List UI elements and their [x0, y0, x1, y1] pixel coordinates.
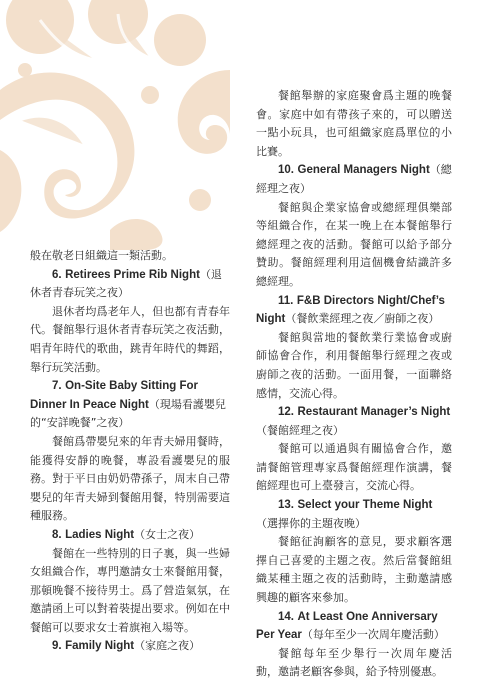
section-heading-7	[30, 377, 230, 433]
section-number-14: 14.	[278, 610, 294, 623]
section-number-13: 13.	[278, 499, 294, 512]
section-heading-9	[30, 637, 230, 656]
section-body-13: 餐館征詢顧客的意見，要求顧客選擇自己喜愛的主題之夜。然后當餐館組織某種主題之夜的活動時，主動邀請感興趣的顧客來參加。	[256, 535, 452, 605]
section-title-zh-8: （女士之夜）	[134, 527, 201, 541]
section-title-zh-11: （餐飲業經理之夜／廚師之夜）	[285, 312, 440, 326]
section-title-en-8: Ladies Night	[65, 528, 135, 541]
section-title-zh-9: （家庭之夜）	[134, 639, 201, 653]
section-title-en-12: Restaurant Manager’s Night	[297, 406, 451, 419]
section-heading-6	[30, 266, 230, 303]
right-continuation-text: 餐館舉辦的家庭聚會爲主題的晚餐會。家庭中如有帶孩子來的，可以贈送一點小玩具，也可組織家庭爲單位的小比賽。	[256, 89, 452, 158]
left-column	[30, 247, 230, 656]
section-body-8: 餐館在一些特別的日子裏，與一些婦女組織合作，專門邀請女士來餐館用餐，那頓晚餐不接待男士。爲了營造氣氛，在邀請函上可以對着裝提出要求。例如在中餐館可以要求女士着旗袍入場等。	[30, 546, 230, 634]
floral-ornament	[0, 0, 230, 250]
section-title-zh-7: （現場看護嬰兒的“安詳晚餐”之夜）	[30, 397, 226, 430]
section-title-zh-10: （總經理之夜）	[256, 163, 452, 195]
section-body-12: 餐館可以通過與有關協會合作，邀請餐館管理專家爲餐館經理作演講，餐館經理也可上臺發言，交流心得。	[256, 442, 452, 493]
section-heading-8	[30, 526, 230, 545]
section-heading-14	[256, 608, 452, 645]
section-title-zh-12: （餐館經理之夜）	[256, 423, 344, 437]
section-heading-11	[256, 292, 452, 329]
right-column	[256, 87, 452, 682]
section-title-en-14: At Least One Anniversary Per Year	[256, 610, 438, 642]
section-title-zh-13: （選擇你的主題夜晚）	[256, 516, 366, 530]
section-number-12: 12.	[278, 406, 294, 419]
section-title-en-9: Family Night	[65, 640, 135, 653]
left-continuation-text: 般在敬老日組織這一類活動。	[30, 249, 173, 262]
section-heading-13	[256, 496, 452, 533]
section-title-en-13: Select your Theme Night	[297, 499, 433, 512]
section-number-8: 8.	[52, 528, 62, 541]
section-number-11: 11.	[278, 294, 294, 307]
section-heading-10	[256, 161, 452, 198]
section-title-zh-14: （每年至少一次周年慶活動）	[301, 628, 445, 642]
section-number-10: 10.	[278, 164, 294, 177]
section-title-en-11: F&B Directors Night/Chef’s Night	[256, 294, 445, 326]
section-body-14: 餐館每年至少舉行一次周年慶活動，邀請老顧客參與，給予特別優惠。	[256, 646, 452, 679]
section-title-en-10: General Managers Night	[297, 164, 430, 177]
section-body-6: 退休者均爲老年人，但也都有青春年代。餐館舉行退休者青春玩笑之夜活動，唱青年時代的歌曲，跳青年時代的舞蹈，舉行玩笑活動。	[30, 304, 230, 374]
section-title-zh-6: （退休者青春玩笑之夜）	[30, 267, 222, 300]
section-number-9: 9.	[52, 640, 62, 653]
section-title-en-7: On-Site Baby Sitting For Dinner In Peace Night	[30, 380, 198, 411]
section-body-11: 餐館與當地的餐飲業行業協會或廚師協會合作，利用餐館舉行經理之夜或廚師之夜的活動。一面用餐，一面聯絡感情，交流心得。	[256, 330, 452, 400]
section-number-7: 7.	[52, 380, 62, 393]
section-title-en-6: Retirees Prime Rib Night	[65, 268, 200, 281]
section-body-10: 餐館與企業家協會或總經理俱樂部等組織合作，在某一晚上在本餐館舉行總經理之夜的活動。餐館可以給予部分贊助。餐館經理利用這個機會結識許多總經理。	[256, 200, 452, 288]
section-body-7: 餐館爲帶嬰兒來的年青夫婦用餐時，能獲得安靜的晚餐，專設看護嬰兒的服務。對于平日由奶奶帶孫子，周末自己帶嬰兒的年青夫婦到餐館用餐，特別需要這種服務。	[30, 434, 230, 523]
section-heading-12	[256, 403, 452, 440]
section-number-6: 6.	[52, 268, 62, 281]
